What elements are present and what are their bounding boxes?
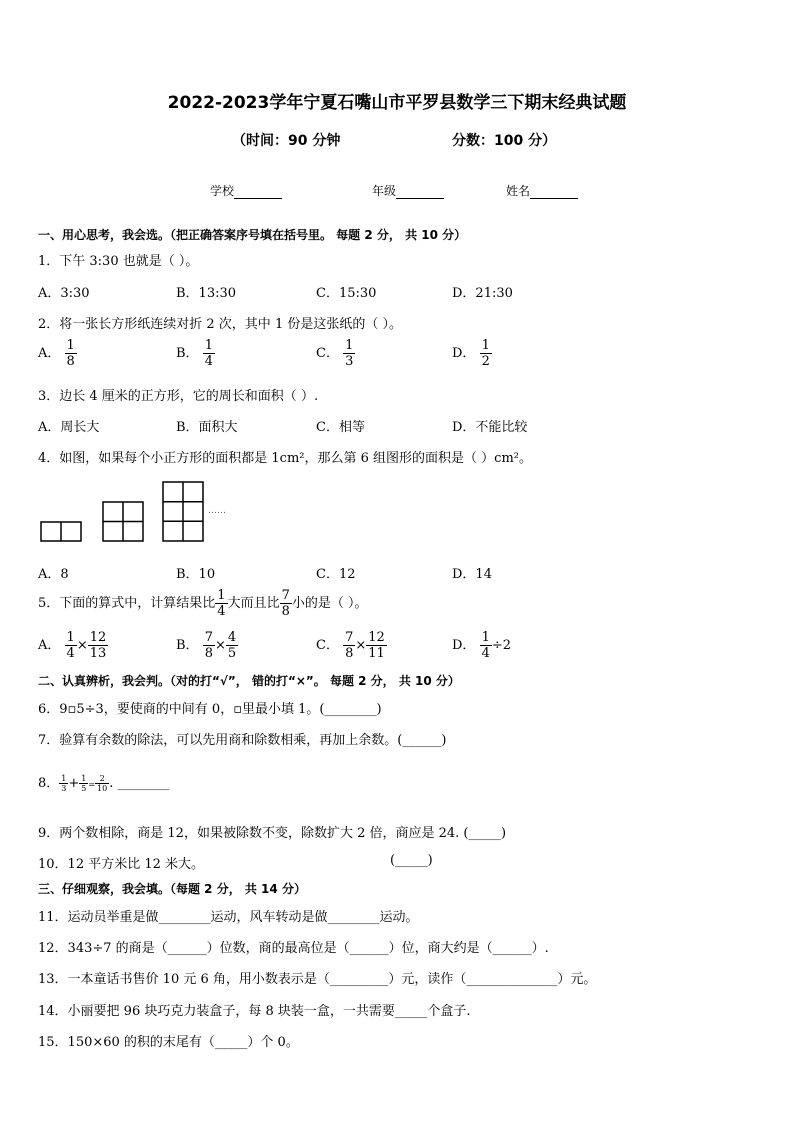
question-3: 3．边长 4 厘米的正方形，它的周长和面积（ ）.: [38, 389, 319, 404]
q5-option-d[interactable]: D． $\frac{1}{4}$ ÷2: [452, 630, 512, 661]
q1-option-b[interactable]: B．13:30: [176, 286, 237, 301]
question-15: 15．150×60 的积的末尾有（_____）个 0。: [38, 1035, 299, 1050]
fraction: $\frac{1}{4}$: [66, 630, 75, 661]
q2-option-c[interactable]: [316, 338, 355, 369]
grade-field[interactable]: [372, 182, 444, 199]
fraction: $\frac{1}{4}$: [481, 630, 490, 661]
q3-option-a[interactable]: A．周长大: [38, 420, 100, 435]
q10-answer-blank[interactable]: (_____): [390, 853, 433, 868]
q4-option-a[interactable]: A．8: [38, 567, 69, 582]
school-label: 学校: [210, 184, 235, 198]
grade-label: 年级: [372, 184, 397, 198]
fraction: $\frac{2}{10}$: [97, 774, 108, 793]
school-field[interactable]: [210, 182, 282, 199]
q2-label-c: C．: [316, 346, 339, 361]
q4-option-c[interactable]: C．12: [316, 567, 356, 582]
q1-option-a[interactable]: A．3:30: [38, 286, 90, 301]
exam-score: 分数：100 分）: [452, 133, 557, 149]
question-12: 12．343÷7 的商是（______）位数，商的最高位是（______）位，商大约是（______）.: [38, 941, 549, 956]
fraction: $\frac{1}{2}$: [481, 338, 490, 369]
q5-option-a[interactable]: A． $\frac{1}{4}$ × $\frac{12}{13}$: [38, 630, 107, 661]
q1-option-d[interactable]: D．21:30: [452, 286, 513, 301]
section-1-heading: 一、用心思考，我会选。（把正确答案序号填在括号里。 每题 2 分， 共 10 分）: [38, 228, 467, 242]
fraction: $\frac{1}{8}$: [66, 338, 75, 369]
section-2-heading: 二、认真辨析，我会判。（对的打“√”， 错的打“×”。 每题 2 分， 共 10 分）: [38, 674, 460, 688]
section-3-heading: 三、仔细观察，我会填。（每题 2 分， 共 14 分）: [38, 882, 306, 896]
exam-time: （时间：90 分钟: [232, 133, 341, 149]
page-title: 2022-2023学年宁夏石嘴山市平罗县数学三下期末经典试题: [167, 93, 627, 113]
question-14: 14．小丽要把 96 块巧克力装盒子，每 8 块装一盒，一共需要_____个盒子.: [38, 1004, 471, 1019]
q4-option-b[interactable]: B．10: [176, 567, 216, 582]
question-10: 10．12 平方米比 12 米大。: [38, 857, 205, 872]
name-label: 姓名: [506, 184, 531, 198]
q2-option-d[interactable]: [452, 338, 492, 369]
fraction: $\frac{1}{4}$: [217, 588, 226, 619]
question-6: 6．9▫5÷3，要使商的中间有 0，▫里最小填 1。(________): [38, 702, 382, 717]
q3-option-b[interactable]: B．面积大: [176, 420, 238, 435]
question-11: 11．运动员举重是做________运动，风车转动是做________运动。: [38, 910, 419, 925]
question-9: 9．两个数相除，商是 12，如果被除数不变，除数扩大 2 倍，商应是 24. (_____): [38, 826, 507, 841]
fraction: $\frac{7}{8}$: [281, 588, 290, 619]
fraction: $\frac{1}{4}$: [204, 338, 213, 369]
q5-option-c[interactable]: C． $\frac{7}{8}$ × $\frac{12}{11}$: [316, 630, 385, 661]
question-2: 2．将一张长方形纸连续对折 2 次，其中 1 份是这张纸的（ ）。: [38, 317, 402, 332]
fraction: $\frac{1}{3}$: [345, 338, 354, 369]
q1-option-c[interactable]: C．15:30: [316, 286, 377, 301]
q5-option-b[interactable]: B． $\frac{7}{8}$ × $\frac{4}{5}$: [176, 630, 237, 661]
q2-label-a: A．: [38, 346, 61, 361]
square-pattern-figure: [38, 480, 218, 544]
q4-option-d[interactable]: D．14: [452, 567, 492, 582]
question-7: 7．验算有余数的除法，可以先用商和除数相乘，再加上余数。(______): [38, 733, 447, 748]
question-1: 1．下午 3:30 也就是（ ）。: [38, 254, 199, 269]
fraction: $\frac{12}{11}$: [368, 630, 385, 661]
name-blank[interactable]: [530, 186, 578, 199]
name-field[interactable]: [506, 182, 578, 199]
q2-option-b[interactable]: [176, 338, 215, 369]
q3-option-c[interactable]: C．相等: [316, 420, 365, 435]
question-8: 8． $\frac{1}{3}$ + $\frac{1}{5}$ = $\frac{2}{10}$ . ________: [38, 774, 170, 793]
fraction: $\frac{12}{13}$: [89, 630, 107, 661]
q2-option-a[interactable]: [38, 338, 77, 369]
pattern-ellipsis: ……: [208, 506, 226, 516]
fraction: $\frac{1}{5}$: [81, 774, 87, 793]
question-13: 13．一本童话书售价 10 元 6 角，用小数表示是（_________）元，读作（______________）元。: [38, 972, 597, 987]
grade-blank[interactable]: [396, 186, 444, 199]
q3-option-d[interactable]: D．不能比较: [452, 420, 528, 435]
question-4: 4．如图，如果每个小正方形的面积都是 1cm²，那么第 6 组图形的面积是（ ）cm²。: [38, 451, 532, 466]
fraction: $\frac{7}{8}$: [345, 630, 354, 661]
question-5: 5．下面的算式中，计算结果比 $\frac{1}{4}$ 大而且比 $\frac{7}{8}$ 小的是（ ）。: [38, 588, 368, 619]
fraction: $\frac{7}{8}$: [204, 630, 213, 661]
fraction: $\frac{4}{5}$: [227, 630, 237, 661]
q2-label-d: D．: [452, 346, 476, 361]
q2-label-b: B．: [176, 346, 199, 361]
school-blank[interactable]: [234, 186, 282, 199]
fraction: $\frac{1}{3}$: [61, 774, 67, 793]
